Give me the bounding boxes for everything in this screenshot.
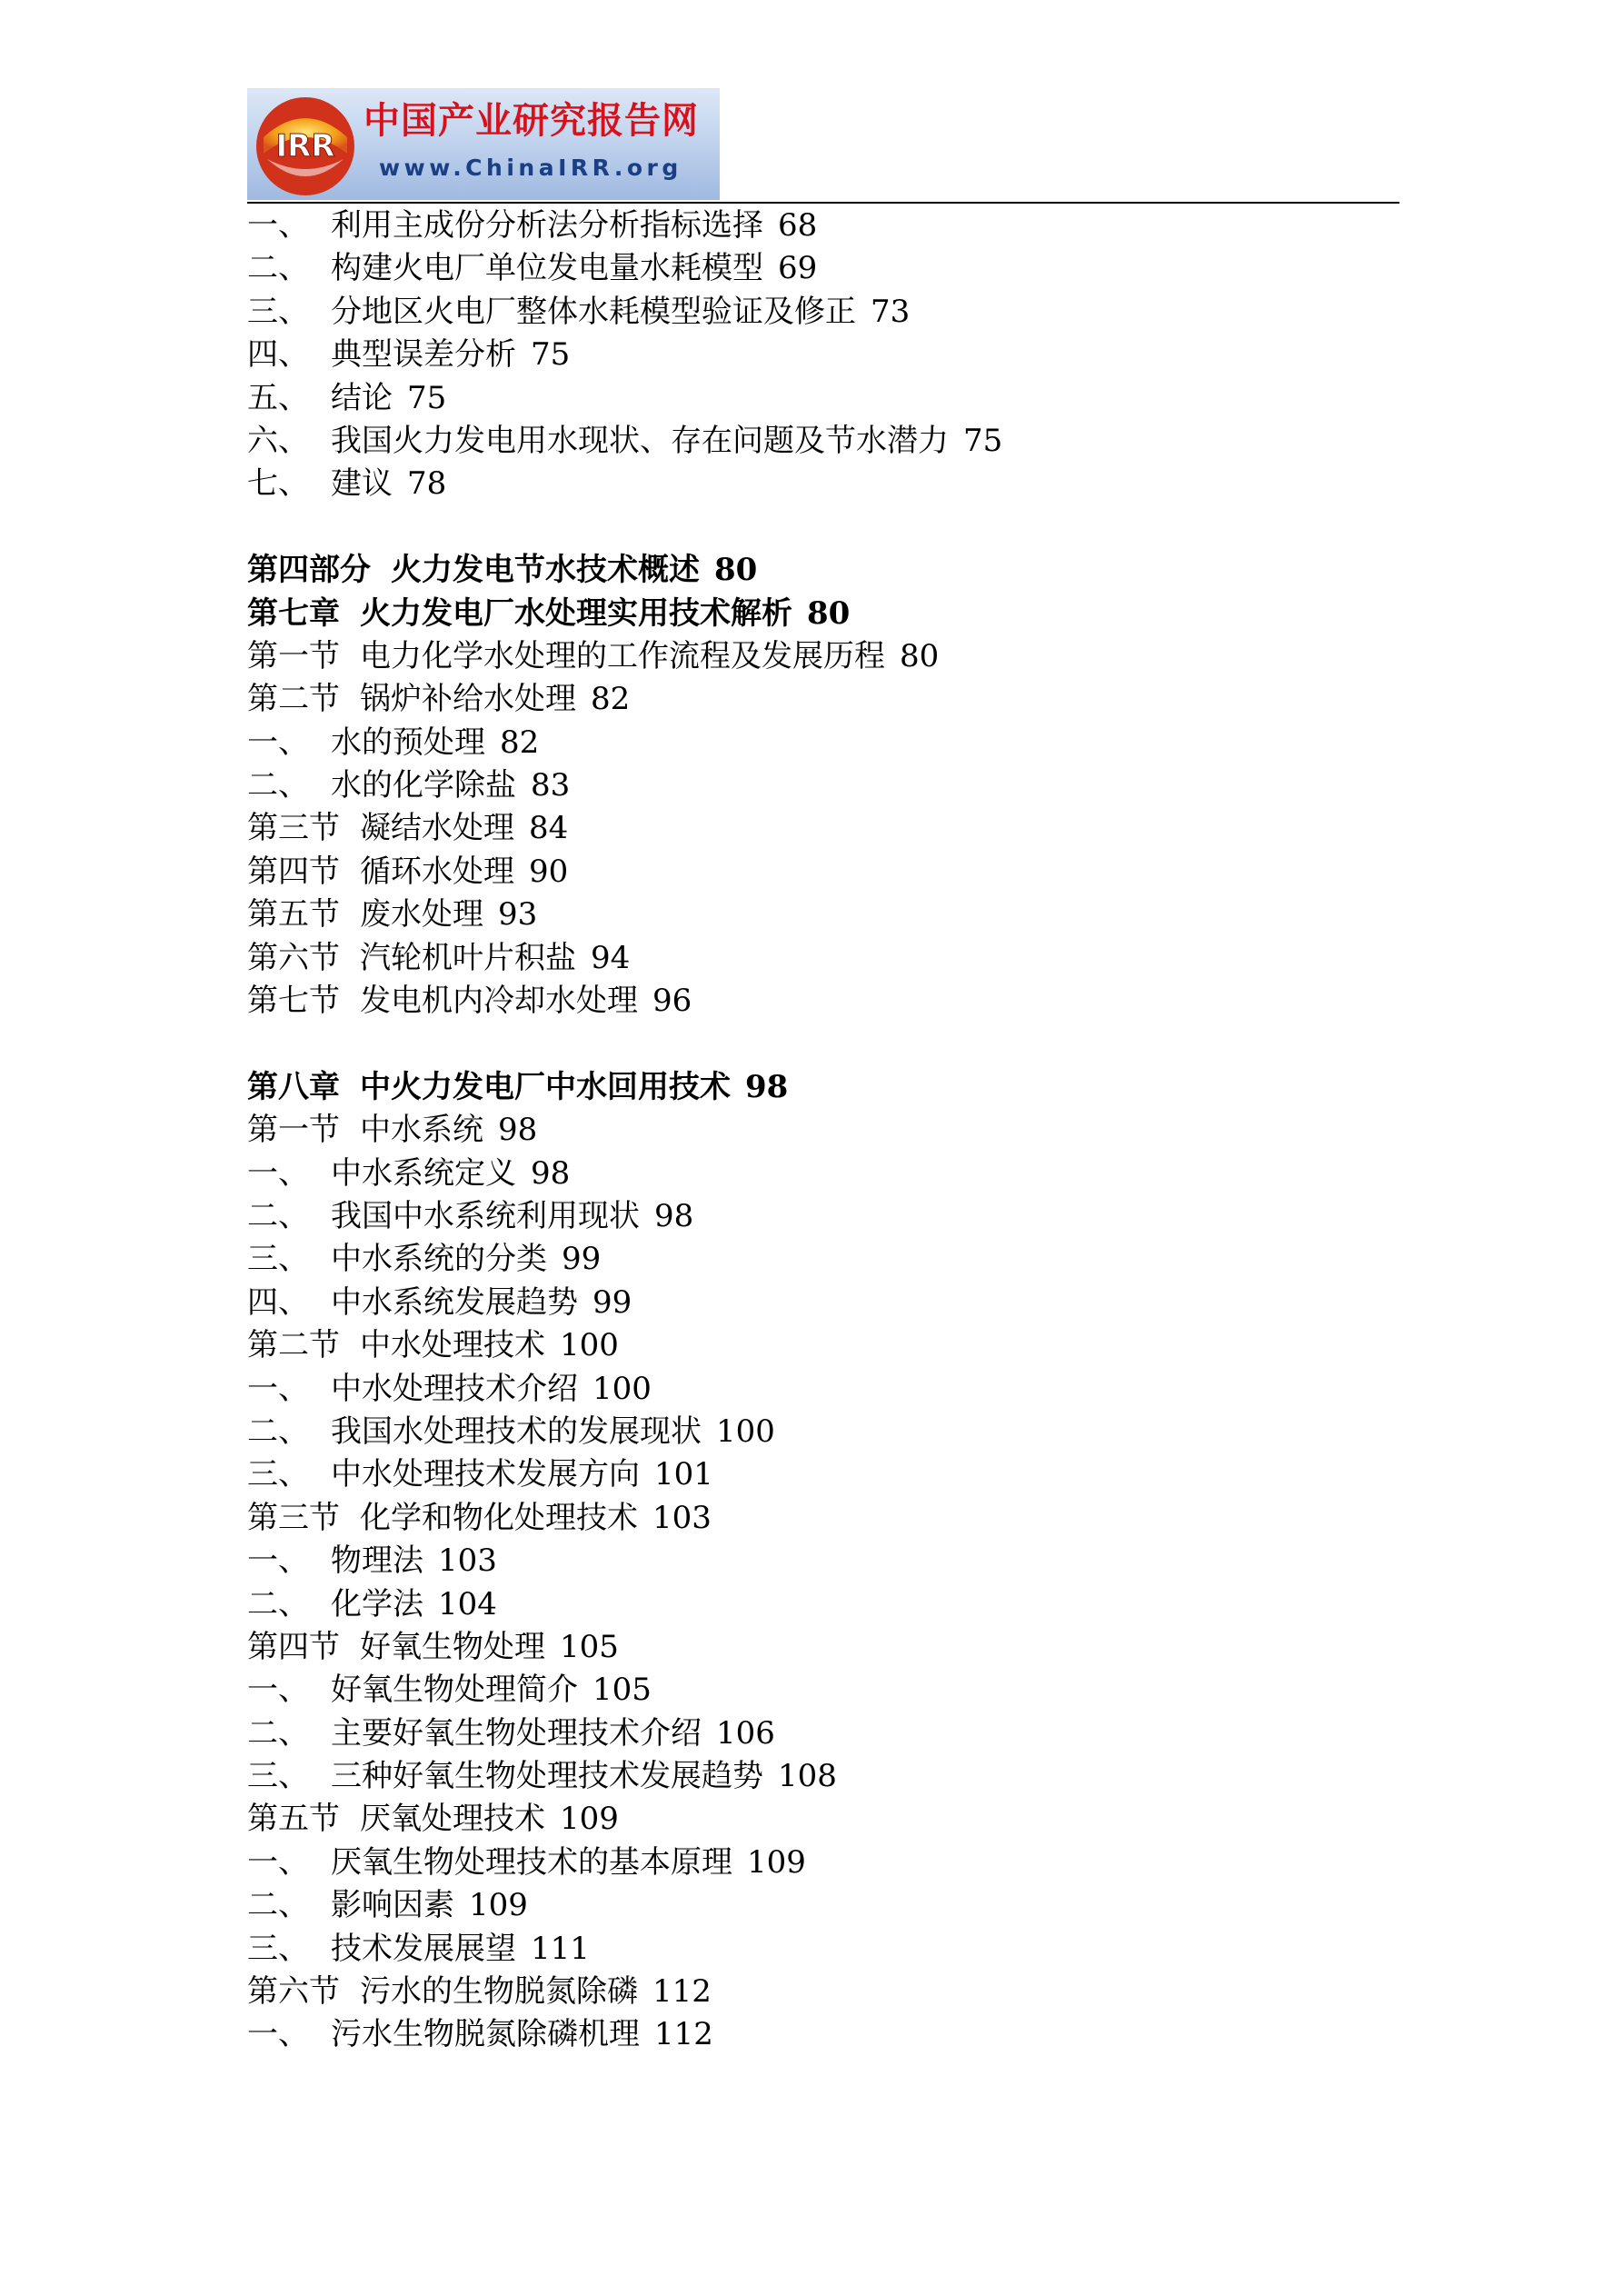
toc-section[interactable] (247, 980, 1429, 1023)
toc-item[interactable] (247, 1368, 1429, 1411)
toc-title: 中水系统 (360, 1112, 483, 1149)
site-logo (247, 88, 720, 200)
toc-page-number: 100 (560, 1327, 619, 1364)
toc-title: 好氧生物处理 (360, 1628, 545, 1665)
toc-page-number: 104 (438, 1585, 497, 1622)
toc-page-number: 94 (591, 939, 631, 976)
toc-page-number: 80 (900, 637, 940, 674)
toc-page-number: 80 (714, 552, 758, 589)
toc-label: 一、 (247, 724, 309, 761)
toc-item[interactable] (247, 1583, 1429, 1626)
toc-page-number: 75 (531, 336, 571, 374)
toc-label: 三、 (247, 1758, 309, 1795)
toc-item[interactable] (247, 1453, 1429, 1496)
toc-title: 影响因素 (331, 1887, 454, 1924)
svg-text:IRR: IRR (275, 128, 335, 165)
toc-label: 二、 (247, 1413, 309, 1450)
toc-page-number: 100 (716, 1413, 775, 1450)
toc-title: 我国水处理技术的发展现状 (331, 1413, 702, 1450)
toc-title: 三种好氧生物处理技术发展趋势 (331, 1758, 763, 1795)
toc-title: 利用主成份分析法分析指标选择 (331, 207, 763, 244)
toc-item[interactable] (247, 247, 1429, 290)
toc-page-number: 82 (591, 681, 631, 718)
toc-item[interactable] (247, 1153, 1429, 1195)
toc-page-number: 101 (654, 1456, 713, 1493)
toc-item[interactable] (247, 764, 1429, 807)
toc-title: 物理法 (331, 1542, 423, 1580)
toc-page-number: 98 (498, 1112, 538, 1149)
toc-label: 一、 (247, 1672, 309, 1709)
toc-page-number: 69 (778, 250, 818, 287)
toc-page-number: 112 (652, 1973, 712, 2011)
toc-title: 中水系统定义 (331, 1154, 516, 1192)
toc-section[interactable] (247, 1626, 1429, 1669)
toc-title: 我国火力发电用水现状、存在问题及节水潜力 (331, 422, 949, 459)
toc-label: 第四部分 (247, 552, 371, 589)
table-of-contents (247, 205, 1429, 2057)
toc-section[interactable] (247, 635, 1429, 678)
toc-label: 第一节 (247, 1112, 340, 1149)
toc-label: 第七节 (247, 983, 340, 1020)
toc-title: 火力发电节水技术概述 (391, 552, 700, 589)
toc-item[interactable] (247, 1195, 1429, 1238)
toc-item[interactable] (247, 1842, 1429, 1884)
toc-label: 第八章 (247, 1068, 340, 1105)
toc-label: 第七章 (247, 594, 340, 632)
toc-title: 化学和物化处理技术 (360, 1499, 638, 1536)
toc-page-number: 75 (963, 422, 1003, 459)
toc-title: 厌氧生物处理技术的基本原理 (331, 1843, 732, 1881)
toc-label: 第五节 (247, 896, 340, 933)
irr-badge-icon (254, 95, 356, 197)
toc-page-number: 111 (531, 1930, 590, 1967)
toc-title: 锅炉补给水处理 (360, 681, 576, 718)
toc-title: 汽轮机叶片积盐 (360, 939, 576, 976)
toc-item[interactable] (247, 2013, 1429, 2056)
toc-label: 二、 (247, 250, 309, 287)
toc-label: 七、 (247, 465, 309, 503)
toc-label: 五、 (247, 379, 309, 416)
toc-label: 三、 (247, 1241, 309, 1278)
toc-label: 一、 (247, 207, 309, 244)
toc-spacer (247, 1023, 1429, 1065)
toc-title: 污水生物脱氮除磷机理 (331, 2016, 640, 2053)
toc-page-number: 98 (745, 1068, 789, 1105)
toc-title: 凝结水处理 (360, 810, 514, 847)
toc-title: 化学法 (331, 1585, 423, 1622)
toc-page-number: 105 (560, 1628, 619, 1665)
toc-label: 一、 (247, 1154, 309, 1192)
toc-title: 厌氧处理技术 (360, 1801, 545, 1838)
toc-title: 发电机内冷却水处理 (360, 983, 638, 1020)
toc-page-number: 96 (652, 983, 692, 1020)
toc-heading[interactable] (247, 1066, 1429, 1109)
toc-page-number: 109 (560, 1801, 619, 1838)
toc-page-number: 109 (469, 1887, 528, 1924)
toc-title: 中水处理技术发展方向 (331, 1456, 640, 1493)
toc-item[interactable] (247, 1282, 1429, 1324)
toc-page-number: 100 (592, 1370, 652, 1407)
toc-label: 二、 (247, 1197, 309, 1234)
toc-section[interactable] (247, 1971, 1429, 2013)
toc-label: 一、 (247, 1542, 309, 1580)
toc-item[interactable] (247, 291, 1429, 334)
toc-page-number: 83 (531, 767, 571, 804)
toc-section[interactable] (247, 851, 1429, 893)
toc-title: 技术发展展望 (331, 1930, 516, 1967)
toc-title: 中水处理技术介绍 (331, 1370, 578, 1407)
toc-section[interactable] (247, 1497, 1429, 1540)
toc-title: 建议 (331, 465, 393, 503)
toc-section[interactable] (247, 807, 1429, 850)
toc-title: 火力发电厂水处理实用技术解析 (360, 594, 792, 632)
toc-page-number: 103 (438, 1542, 497, 1580)
toc-label: 第五节 (247, 1801, 340, 1838)
toc-item[interactable] (247, 1669, 1429, 1712)
toc-page-number: 99 (592, 1283, 632, 1321)
toc-label: 第三节 (247, 1499, 340, 1536)
toc-label: 第一节 (247, 637, 340, 674)
toc-title: 中火力发电厂中水回用技术 (360, 1068, 731, 1105)
toc-section[interactable] (247, 1798, 1429, 1841)
toc-page-number: 80 (807, 594, 851, 632)
toc-page-number: 106 (716, 1714, 775, 1752)
toc-label: 第六节 (247, 939, 340, 976)
toc-label: 二、 (247, 1714, 309, 1752)
toc-label: 二、 (247, 1887, 309, 1924)
toc-label: 第四节 (247, 853, 340, 890)
toc-page-number: 103 (652, 1499, 712, 1536)
toc-title: 主要好氧生物处理技术介绍 (331, 1714, 702, 1752)
toc-section[interactable] (247, 893, 1429, 936)
toc-title: 水的预处理 (331, 724, 485, 761)
toc-label: 一、 (247, 1843, 309, 1881)
toc-label: 三、 (247, 1930, 309, 1967)
logo-title: 中国产业研究报告网 (363, 100, 699, 142)
toc-page-number: 93 (498, 896, 538, 933)
toc-section[interactable] (247, 1324, 1429, 1367)
logo-url: www.ChinaIRR.org (379, 155, 682, 181)
toc-page-number: 112 (654, 2016, 713, 2053)
toc-label: 第三节 (247, 810, 340, 847)
toc-title: 构建火电厂单位发电量水耗模型 (331, 250, 763, 287)
toc-title: 电力化学水处理的工作流程及发展历程 (360, 637, 885, 674)
toc-section[interactable] (247, 678, 1429, 721)
toc-page-number: 78 (407, 465, 447, 503)
toc-section[interactable] (247, 1109, 1429, 1152)
toc-page-number: 98 (654, 1197, 694, 1234)
toc-item[interactable] (247, 1540, 1429, 1582)
toc-label: 二、 (247, 767, 309, 804)
toc-item[interactable] (247, 1928, 1429, 1971)
toc-page-number: 109 (747, 1843, 806, 1881)
toc-item[interactable] (247, 1712, 1429, 1755)
toc-page-number: 98 (531, 1154, 571, 1192)
toc-label: 三、 (247, 1456, 309, 1493)
toc-heading[interactable] (247, 549, 1429, 592)
toc-title: 分地区火电厂整体水耗模型验证及修正 (331, 293, 856, 330)
header-divider (247, 202, 1399, 204)
toc-item[interactable] (247, 722, 1429, 764)
toc-title: 循环水处理 (360, 853, 514, 890)
toc-title: 我国中水系统利用现状 (331, 1197, 640, 1234)
toc-title: 好氧生物处理简介 (331, 1672, 578, 1709)
toc-label: 第六节 (247, 1973, 340, 2011)
toc-label: 第四节 (247, 1628, 340, 1665)
toc-title: 污水的生物脱氮除磷 (360, 1973, 638, 2011)
toc-item[interactable] (247, 334, 1429, 376)
toc-label: 四、 (247, 336, 309, 374)
toc-title: 结论 (331, 379, 393, 416)
toc-title: 水的化学除盐 (331, 767, 516, 804)
toc-spacer (247, 506, 1429, 549)
toc-item[interactable] (247, 1884, 1429, 1927)
toc-page-number: 90 (529, 853, 569, 890)
toc-page-number: 75 (407, 379, 447, 416)
toc-item[interactable] (247, 1755, 1429, 1798)
toc-label: 二、 (247, 1585, 309, 1622)
toc-item[interactable] (247, 420, 1429, 463)
toc-label: 第二节 (247, 681, 340, 718)
toc-label: 三、 (247, 293, 309, 330)
toc-title: 中水系统的分类 (331, 1241, 547, 1278)
toc-item[interactable] (247, 377, 1429, 420)
toc-heading[interactable] (247, 593, 1429, 635)
toc-title: 中水系统发展趋势 (331, 1283, 578, 1321)
toc-page-number: 105 (592, 1672, 652, 1709)
toc-label: 一、 (247, 1370, 309, 1407)
toc-page-number: 82 (500, 724, 540, 761)
toc-item[interactable] (247, 205, 1429, 247)
toc-label: 第二节 (247, 1327, 340, 1364)
toc-item[interactable] (247, 1411, 1429, 1453)
toc-label: 一、 (247, 2016, 309, 2053)
toc-title: 典型误差分析 (331, 336, 516, 374)
toc-item[interactable] (247, 1238, 1429, 1281)
toc-section[interactable] (247, 937, 1429, 980)
toc-page-number: 108 (778, 1758, 837, 1795)
toc-page-number: 68 (778, 207, 818, 244)
toc-title: 中水处理技术 (360, 1327, 545, 1364)
toc-title: 废水处理 (360, 896, 483, 933)
toc-page-number: 99 (562, 1241, 602, 1278)
toc-label: 六、 (247, 422, 309, 459)
toc-page-number: 84 (529, 810, 569, 847)
toc-label: 四、 (247, 1283, 309, 1321)
toc-item[interactable] (247, 463, 1429, 505)
toc-page-number: 73 (871, 293, 911, 330)
